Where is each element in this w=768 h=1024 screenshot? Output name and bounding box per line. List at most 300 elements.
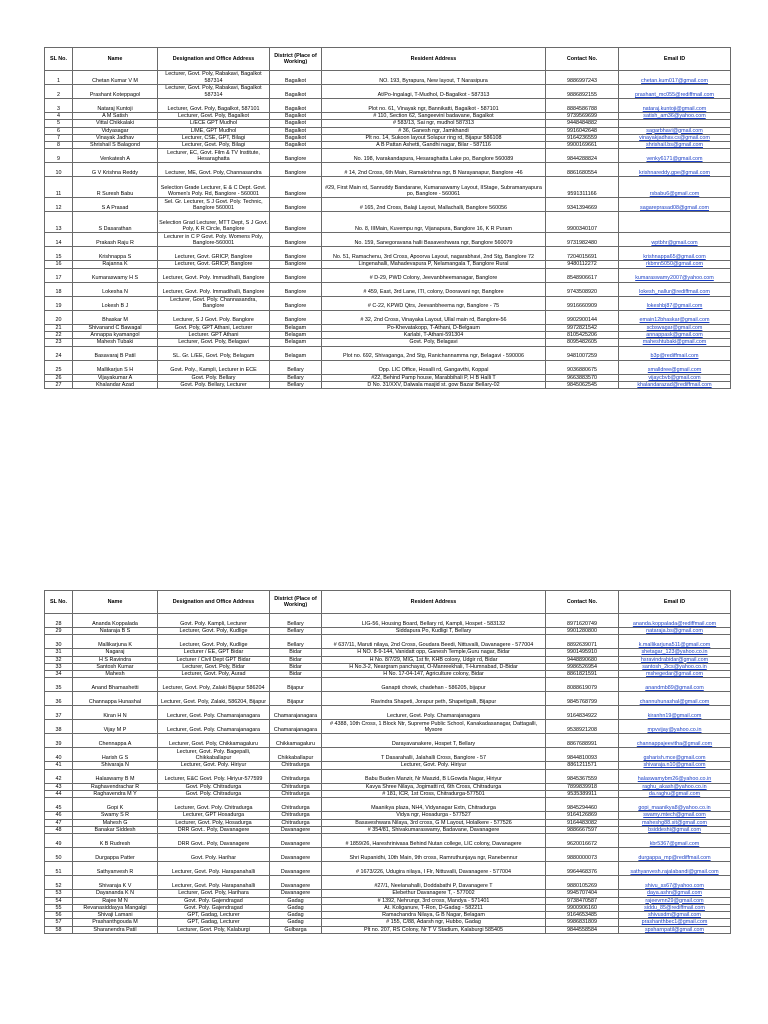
designation-cell: Lecturer, Govt. Poly. Immadihalli, Banglore: [158, 282, 270, 296]
contact-cell: 9743508920: [546, 282, 619, 296]
address-cell: No. 8, IIIMain, Kuvempu ngr, Vijanapura, Banglore 16, K R Puram: [322, 212, 546, 233]
address-cell: H No. 8/7/29, MIG, 1st fir, KHB colony, Udgir rd, Bidar: [322, 656, 546, 663]
name-cell: Rajee M N: [73, 897, 158, 904]
sl-no-cell: 45: [45, 798, 73, 812]
contact-cell: 8892639071: [546, 635, 619, 649]
designation-cell: Govt. Poly, GPT Athani, Lecturer: [158, 324, 270, 331]
email-cell[interactable]: santosh_2ics@yahoo.co.in: [619, 663, 731, 670]
email-cell[interactable]: prashanthbec1@gmail.com: [619, 919, 731, 926]
email-cell[interactable]: anandmb89@gmail.com: [619, 678, 731, 692]
contact-cell: 9844810093: [546, 748, 619, 762]
email-cell[interactable]: satish_am36@yahoo.com: [619, 113, 731, 120]
designation-cell: Lecturer, Govt. Poly. Harapanahalli: [158, 862, 270, 876]
sl-no-cell: 11: [45, 177, 73, 198]
email-cell[interactable]: scbswagar@gmail.com: [619, 324, 731, 331]
contact-cell: 9341394669: [546, 198, 619, 212]
sl-no-cell: 32: [45, 656, 73, 663]
table-row: [45, 706, 731, 720]
email-cell[interactable]: sagarbhavi@gmail.com: [619, 127, 731, 134]
sl-no-cell: 41: [45, 762, 73, 769]
contact-cell: 9480112272: [546, 261, 619, 268]
name-cell: Shivanand C Bawagal: [73, 324, 158, 331]
email-cell[interactable]: channappajeevitha@gmail.com: [619, 734, 731, 748]
designation-cell: Govt. Poly. Kampli, Lecturer: [158, 614, 270, 628]
sl-no-cell: 38: [45, 720, 73, 734]
name-cell: Raghavendrachar R: [73, 783, 158, 790]
sl-no-cell: 3: [45, 99, 73, 113]
address-cell: At. Koliganure, T-Ron, D-Gadag - 582211: [322, 904, 546, 911]
contact-cell: 9844558584: [546, 926, 619, 933]
table-row: [45, 926, 731, 933]
district-cell: Davanagere: [270, 848, 322, 862]
email-cell[interactable]: smalldree@gmail.com: [619, 360, 731, 374]
table-row: [45, 663, 731, 670]
designation-cell: Lecturer, Govt. Poly. Harapanahalli: [158, 876, 270, 890]
contact-cell: 9620016672: [546, 834, 619, 848]
designation-cell: GPT, Gadag, Lecturer: [158, 919, 270, 926]
email-cell[interactable]: kumaraswamy2007@yahoo.com: [619, 268, 731, 282]
address-cell: Elebethur Davanagere T, - 577002: [322, 890, 546, 897]
email-cell[interactable]: lokesh_nallur@rediffmail.com: [619, 282, 731, 296]
email-cell[interactable]: sagareprasad08@gmail.com: [619, 198, 731, 212]
name-cell: Prashant Koteppagol: [73, 85, 158, 99]
district-cell: Banglore: [270, 282, 322, 296]
designation-cell: Lecturer, Govt. Poly, Rabakavi, Bagalkot 587314: [158, 71, 270, 85]
district-cell: Chitradurga: [270, 819, 322, 826]
email-cell[interactable]: rsbabu6@gmail.com: [619, 177, 731, 198]
table-row: [45, 346, 731, 360]
designation-cell: Govt. Poly. Chitradurga: [158, 791, 270, 798]
designation-cell: Lecturer, Govt. Poly. Immadihalli, Banglore: [158, 268, 270, 282]
table-row: [45, 720, 731, 734]
sl-no-cell: 24: [45, 346, 73, 360]
column-header-contact: Contact No.: [546, 591, 619, 614]
email-cell[interactable]: halaswamybm26@yahoo.co.in: [619, 769, 731, 783]
email-cell[interactable]: krishnareddy.gpe@gmail.com: [619, 163, 731, 177]
email-cell[interactable]: rkbmn5050@gmail.com: [619, 261, 731, 268]
email-cell[interactable]: hsravindrabidar@gmail.com: [619, 656, 731, 663]
designation-cell: Sel. Gr. Lecturer, S J Govt. Poly. Technic, Banglore 560001: [158, 198, 270, 212]
sl-no-cell: 28: [45, 614, 73, 628]
name-cell: Raghavendra M Y: [73, 791, 158, 798]
table-row: [45, 113, 731, 120]
email-cell[interactable]: lokeshbj87@gmail.com: [619, 296, 731, 310]
contact-table-2: [44, 590, 731, 934]
name-cell: Mahesh G: [73, 819, 158, 826]
address-cell: # 1673/226, Udugira nilaya, I Flr, Nittuvalli, Davanagere - 577004: [322, 862, 546, 876]
contact-cell: 9538921208: [546, 720, 619, 734]
address-cell: H No.3-2, Neargram panchayat, O-Manreekhali, T-Humnabad, D-Bidar: [322, 663, 546, 670]
address-cell: H NO. 8-9-144, Vanidatt opp, Ganesh Temple,Guru nagar, Bidar: [322, 649, 546, 656]
table-row: [45, 678, 731, 692]
email-cell[interactable]: vinayakjadhav.cs@gmail.com: [619, 134, 731, 141]
designation-cell: Selection Grad Lecturer, MTT Dept, S J Govt. Poly, K R Circle, Banglore: [158, 212, 270, 233]
column-header-district: District (Place of Working): [270, 48, 322, 71]
sl-no-cell: 15: [45, 247, 73, 261]
table-row: [45, 890, 731, 897]
email-cell[interactable]: b3p@rediffmail.com: [619, 346, 731, 360]
email-cell[interactable]: mpvvijay@yahoo.co.in: [619, 720, 731, 734]
sl-no-cell: 51: [45, 862, 73, 876]
address-cell: No. 51, Ramachenu, 3rd Cross, Apoorva Layout, nagarabhavi, 2nd Stg, Banglore 72: [322, 247, 546, 261]
address-cell: #22, Behind Pamp house, Marabbihali P, H B Halli T: [322, 374, 546, 381]
contact-cell: 9964468376: [546, 862, 619, 876]
district-cell: Bellary: [270, 635, 322, 649]
table-row: [45, 360, 731, 374]
address-cell: Po-Khevatakopp, T-Athani, D-Belgaum: [322, 324, 546, 331]
name-cell: Shivaraja N: [73, 762, 158, 769]
district-cell: Banglore: [270, 310, 322, 324]
address-cell: # 4388, 10th Cross, 1 Block Ntr, Supreme Public School, Kanakadasanagar, Dattagalli, Mysore: [322, 720, 546, 734]
name-cell: Prakash Raju R: [73, 233, 158, 247]
contact-cell: 8095482605: [546, 339, 619, 346]
table-row: [45, 142, 731, 149]
designation-cell: Lecturer, ME, Govt. Poly, Channasandra: [158, 163, 270, 177]
designation-cell: Govt. Poly. Harihar: [158, 848, 270, 862]
designation-cell: Lecturer, Govt. Poly, Zalaki, 586204, Bijapur: [158, 692, 270, 706]
address-cell: Ravindra Shapeti, Jorapur peth, Shapetigalli, Bijapur: [322, 692, 546, 706]
designation-cell: Govt. Poly. Chitradurga: [158, 783, 270, 790]
email-cell[interactable]: shivusdm@gmail.com: [619, 912, 731, 919]
designation-cell: Govt. Poly., Kampli, Lecturer in ECE: [158, 360, 270, 374]
address-cell: At/Po-Ingalagi, T-Mudhol, D-Bagalkot - 587313: [322, 85, 546, 99]
sl-no-cell: 18: [45, 282, 73, 296]
email-cell[interactable]: annappask@gmail.com: [619, 332, 731, 339]
name-cell: Revanasiddayya Mangalgi: [73, 904, 158, 911]
designation-cell: DRR Govt.. Poly, Davanagere: [158, 826, 270, 833]
district-cell: Bagalkot: [270, 99, 322, 113]
designation-cell: GPT, Gadag, Lecturer: [158, 912, 270, 919]
contact-cell: 9731982480: [546, 233, 619, 247]
designation-cell: Lecturer, Govt. Poly. Hiriyur: [158, 762, 270, 769]
table-row: [45, 324, 731, 331]
district-cell: Bellary: [270, 381, 322, 388]
sl-no-cell: 17: [45, 268, 73, 282]
email-cell[interactable]: emain12bhaskar@gmail.com: [619, 310, 731, 324]
name-cell: Chetan Kumar V M: [73, 71, 158, 85]
designation-cell: Lecturer, Govt. Poly. Chitradurga: [158, 798, 270, 812]
address-cell: # 637/11, Maruti nilaya, 2nd Cross, Goudara Beedi, Nittuvalli, Davanagere - 577004: [322, 635, 546, 649]
designation-cell: Lecturer, EC, Govt. Film & TV Institute, Hesaraghatta: [158, 149, 270, 163]
district-cell: Banglore: [270, 296, 322, 310]
district-cell: Davanagere: [270, 876, 322, 890]
address-cell: A B Pattan Ashetti, Gandhi nagar, Bilar - 587116: [322, 142, 546, 149]
designation-cell: Lecturer, Govt. Poly, Bidar: [158, 663, 270, 670]
address-cell: #29, First Main rd, Sanruddy Bandarane, Kumaraswamy Layout, IIStage, Subramanyapura po, Banglore - 560061: [322, 177, 546, 198]
table-row: [45, 876, 731, 890]
address-cell: Maanikya plaza, NH4, Vidyanagar Extn, Chitradurga: [322, 798, 546, 812]
district-cell: Belagam: [270, 339, 322, 346]
table-row: [45, 798, 731, 812]
district-cell: Belagam: [270, 332, 322, 339]
contact-cell: 9916660909: [546, 296, 619, 310]
email-cell[interactable]: kbr5367@gmail.com: [619, 834, 731, 848]
name-cell: Mahesh: [73, 671, 158, 678]
name-cell: Shivaji Lamani: [73, 912, 158, 919]
table-body: [45, 71, 731, 389]
district-cell: Banglore: [270, 212, 322, 233]
table-row: [45, 904, 731, 911]
table-row: [45, 149, 731, 163]
address-cell: No. 198, Ivarakandapura, Hesaraghatta Lake po, Banglore 560089: [322, 149, 546, 163]
sl-no-cell: 57: [45, 919, 73, 926]
email-cell[interactable]: raghu_akash@yahoo.co.in: [619, 783, 731, 790]
sl-no-cell: 39: [45, 734, 73, 748]
contact-cell: 9591311166: [546, 177, 619, 198]
designation-cell: Lecturer, Govt. Poly, Bagalkot, 587101: [158, 99, 270, 113]
contact-cell: 9901495910: [546, 649, 619, 656]
sl-no-cell: 36: [45, 692, 73, 706]
sl-no-cell: 35: [45, 678, 73, 692]
name-cell: Chennappa A: [73, 734, 158, 748]
email-cell[interactable]: khalandarazad@rediffmail.com: [619, 381, 731, 388]
email-cell[interactable]: wptbhr@gmail.com: [619, 233, 731, 247]
name-cell: Vittal Chikkalaki: [73, 120, 158, 127]
sl-no-cell: 9: [45, 149, 73, 163]
email-cell[interactable]: kiranhn19@gmail.com: [619, 706, 731, 720]
district-cell: Chitradurga: [270, 798, 322, 812]
district-cell: Chitradurga: [270, 783, 322, 790]
sl-no-cell: 8: [45, 142, 73, 149]
name-cell: Lokesh B J: [73, 296, 158, 310]
contact-cell: 9900169661: [546, 142, 619, 149]
email-cell[interactable]: swamy.mtech@gmail.com: [619, 812, 731, 819]
name-cell: A M Satish: [73, 113, 158, 120]
email-cell[interactable]: k.mallikarjuna511@gmail.com: [619, 635, 731, 649]
email-cell[interactable]: shivaraja.n10@gmail.com: [619, 762, 731, 769]
name-cell: Lokesha N: [73, 282, 158, 296]
email-cell[interactable]: maheshg88.sit@gmail.com: [619, 819, 731, 826]
column-header-designation: Designation and Office Address: [158, 48, 270, 71]
table-row: [45, 381, 731, 388]
table-row: [45, 177, 731, 198]
contact-cell: 9916042648: [546, 127, 619, 134]
name-cell: Harish G S: [73, 748, 158, 762]
address-cell: Siddapura Po, Kudligi T, Bellary: [322, 628, 546, 635]
designation-cell: Lecturer, Govt. Poly, Kudlige: [158, 628, 270, 635]
name-cell: Santosh Kumar: [73, 663, 158, 670]
contact-cell: 9739569699: [546, 113, 619, 120]
email-cell[interactable]: venky6171@gmail.com: [619, 149, 731, 163]
contact-cell: 9845367559: [546, 769, 619, 783]
sl-no-cell: 58: [45, 926, 73, 933]
address-cell: Darayavanakere, Hospet T, Bellary: [322, 734, 546, 748]
email-cell[interactable]: siddu_85@rediffmail.com: [619, 904, 731, 911]
table-header-row: [45, 48, 731, 71]
sl-no-cell: 48: [45, 826, 73, 833]
contact-cell: 9945707404: [546, 890, 619, 897]
name-cell: H S Ravindra: [73, 656, 158, 663]
email-cell[interactable]: nataraj.kuntoji@gmail.com: [619, 99, 731, 113]
name-cell: Shivaraja K V: [73, 876, 158, 890]
name-cell: S Dasarathan: [73, 212, 158, 233]
district-cell: Davanagere: [270, 862, 322, 876]
address-cell: Plt no. 207, RS Colony, Nr T V Stadium, Kalaburgi 585405: [322, 926, 546, 933]
contact-cell: 9880105269: [546, 876, 619, 890]
email-cell[interactable]: bsiddeshi@gmail.com: [619, 826, 731, 833]
email-cell[interactable]: prashant_mc055@rediffmail.com: [619, 85, 731, 99]
contact-cell: 8105425206: [546, 332, 619, 339]
table-row: [45, 247, 731, 261]
name-cell: Mallikarjuna K: [73, 635, 158, 649]
contact-cell: 8088619079: [546, 678, 619, 692]
district-cell: Banglore: [270, 163, 322, 177]
email-cell[interactable]: durgappa_mp@rediffmail.com: [619, 848, 731, 862]
email-cell[interactable]: maheshtubaki@gmail.com: [619, 339, 731, 346]
designation-cell: Lecturer, Govt. Poly. Channasandra, Banglore: [158, 296, 270, 310]
email-cell[interactable]: rajeevmn29@gmail.com: [619, 897, 731, 904]
address-cell: #27/1, Neelanahalli, Doddabathi P, Davanagere T: [322, 876, 546, 890]
table-row: [45, 812, 731, 819]
address-cell: # 36, Ganesh ngr, Jamkhandi: [322, 127, 546, 134]
table-row: [45, 310, 731, 324]
sl-no-cell: 31: [45, 649, 73, 656]
sl-no-cell: 7: [45, 134, 73, 141]
address-cell: Vidya ngr, Hosadurga - 577527: [322, 812, 546, 819]
table-row: [45, 339, 731, 346]
designation-cell: Lecturer. GPT Athani: [158, 332, 270, 339]
table-row: [45, 261, 731, 268]
column-header-email: Email ID: [619, 591, 731, 614]
sl-no-cell: 10: [45, 163, 73, 177]
district-cell: Gadag: [270, 919, 322, 926]
email-cell[interactable]: sathyanvesh.rajalabandi@gmail.com: [619, 862, 731, 876]
contact-cell: 8861821591: [546, 671, 619, 678]
table-row: [45, 734, 731, 748]
name-cell: Mahesh Tubaki: [73, 339, 158, 346]
name-cell: Nataraj Kuntoji: [73, 99, 158, 113]
district-cell: Belagam: [270, 324, 322, 331]
sl-no-cell: 55: [45, 904, 73, 911]
table-row: [45, 134, 731, 141]
district-cell: Bagalkot: [270, 85, 322, 99]
email-cell[interactable]: ananda.koppalada@rediffmail.com: [619, 614, 731, 628]
name-cell: Annappa kyamangol: [73, 332, 158, 339]
district-cell: Bidar: [270, 656, 322, 663]
sl-no-cell: 44: [45, 791, 73, 798]
contact-cell: 9164483082: [546, 819, 619, 826]
sl-no-cell: 46: [45, 812, 73, 819]
contact-cell: 8971620749: [546, 614, 619, 628]
contact-cell: 9164236559: [546, 134, 619, 141]
email-cell[interactable]: spsharnpatil@gmail.com: [619, 926, 731, 933]
district-cell: Bagalkot: [270, 120, 322, 127]
name-cell: Vinayak Jadhav: [73, 134, 158, 141]
sl-no-cell: 49: [45, 834, 73, 848]
district-cell: Chamarajanagara: [270, 720, 322, 734]
district-cell: Bagalkot: [270, 71, 322, 85]
column-header-name: Name: [73, 48, 158, 71]
address-cell: Babu Buden Manzir, Nr Maszid, B LGowda Nagar, Hiriyur: [322, 769, 546, 783]
email-cell[interactable]: shivu_ss67@yahoo.com: [619, 876, 731, 890]
designation-cell: Lecturer, Govt. Poly, Harihara: [158, 890, 270, 897]
sl-no-cell: 56: [45, 912, 73, 919]
email-cell[interactable]: gsharish.mce@gmail.com: [619, 748, 731, 762]
sl-no-cell: 12: [45, 198, 73, 212]
sl-no-cell: 50: [45, 848, 73, 862]
email-cell[interactable]: gopi_maanikya8@yahoo.co.in: [619, 798, 731, 812]
email-cell[interactable]: krishnappa65@gmail.com: [619, 247, 731, 261]
name-cell: Swamy S R: [73, 812, 158, 819]
column-header-address: Resident Address: [322, 591, 546, 614]
district-cell: Chamarajanagara: [270, 706, 322, 720]
email-cell[interactable]: shetagar_123@yahoo.co.in: [619, 649, 731, 656]
district-cell: Bagalkot: [270, 127, 322, 134]
email-cell[interactable]: vijaycbvb@gmail.com: [619, 374, 731, 381]
designation-cell: Lecturer, Govt. Poly. Chamarajanagara: [158, 706, 270, 720]
address-cell: Lecturer, Govt. Poly. Chamarajanagara: [322, 706, 546, 720]
sl-no-cell: 30: [45, 635, 73, 649]
sl-no-cell: 6: [45, 127, 73, 134]
district-cell: Chikkaballapur: [270, 748, 322, 762]
table-row: [45, 671, 731, 678]
address-cell: # 459, East, 3rd Lane, ITI, colony, Dooravani ngr, Banglore: [322, 282, 546, 296]
table-row: [45, 628, 731, 635]
email-cell[interactable]: daya.ashn@gmail.com: [619, 890, 731, 897]
district-cell: Banglore: [270, 177, 322, 198]
email-cell[interactable]: nataraja.bs@gmail.com: [619, 628, 731, 635]
table-row: [45, 332, 731, 339]
designation-cell: Lecturer, GPT Hosadurga: [158, 812, 270, 819]
designation-cell: Lecturer, Govt. Poly, Bilagi: [158, 142, 270, 149]
table-row: [45, 826, 731, 833]
table-row: [45, 692, 731, 706]
designation-cell: Lecturer, Govt. Poly, Belagavi: [158, 339, 270, 346]
name-cell: Anand Bhamashetti: [73, 678, 158, 692]
sl-no-cell: 22: [45, 332, 73, 339]
address-cell: Govt. Poly, Belagavi: [322, 339, 546, 346]
sl-no-cell: 21: [45, 324, 73, 331]
address-cell: # 155, C/88, Adarsh ngr, Hubbo, Gadag: [322, 919, 546, 926]
name-cell: Rajanna K: [73, 261, 158, 268]
email-cell[interactable]: chetan.kum017@gmail.com: [619, 71, 731, 85]
designation-cell: L/ME, GPT Mudhol: [158, 127, 270, 134]
district-cell: Banglore: [270, 198, 322, 212]
address-cell: D No. 31/XXV, Dalwala masjid st. gow Bazar Bellary-02: [322, 381, 546, 388]
email-cell[interactable]: mshegedar@gmail.com: [619, 671, 731, 678]
name-cell: Khalandar Azad: [73, 381, 158, 388]
name-cell: Vidyasagar: [73, 127, 158, 134]
name-cell: Bhaskar M: [73, 310, 158, 324]
name-cell: Mallikarjun S H: [73, 360, 158, 374]
designation-cell: Selection Grade Lecturer, E & C Dept. Govt. Women's Poly. Rd, Banglore - 560001: [158, 177, 270, 198]
designation-cell: L/ECE GPT Mudhol: [158, 120, 270, 127]
email-cell[interactable]: da.raghu@gmail.com: [619, 791, 731, 798]
table-row: [45, 819, 731, 826]
contact-cell: 8861211571: [546, 762, 619, 769]
email-cell: [619, 120, 731, 127]
email-cell[interactable]: channuhunashal@gmail.com: [619, 692, 731, 706]
column-header-contact: Contact No.: [546, 48, 619, 71]
name-cell: Vijay M P: [73, 720, 158, 734]
address-cell: No. 159, Sanegoravana halli Basaveshwara ngr, Banglore 560079: [322, 233, 546, 247]
contact-cell: 8861680554: [546, 163, 619, 177]
table-row: [45, 212, 731, 233]
sl-no-cell: 42: [45, 769, 73, 783]
designation-cell: Lecturer, Govt. Poly, Chikkamagaluru: [158, 734, 270, 748]
contact-cell: 9900340107: [546, 212, 619, 233]
designation-cell: Govt. Poly. Gajendragad: [158, 904, 270, 911]
name-cell: Channappa Hunashal: [73, 692, 158, 706]
sl-no-cell: 20: [45, 310, 73, 324]
designation-cell: Lecturer, Govt. GRICP, Banglore: [158, 247, 270, 261]
contact-cell: 9738470587: [546, 897, 619, 904]
address-cell: Plot no. 692, Shivaganga, 2nd Stg, Ranichannamma ngr, Belagavi - 590006: [322, 346, 546, 360]
district-cell: Chitradurga: [270, 791, 322, 798]
designation-cell: Lecturer, Govt. Poly. Chamarajanagara: [158, 720, 270, 734]
designation-cell: Lecturer, Govt. Poly, Zalaki Bijapur 586204: [158, 678, 270, 692]
email-cell[interactable]: shrishail.bs@gmail.com: [619, 142, 731, 149]
